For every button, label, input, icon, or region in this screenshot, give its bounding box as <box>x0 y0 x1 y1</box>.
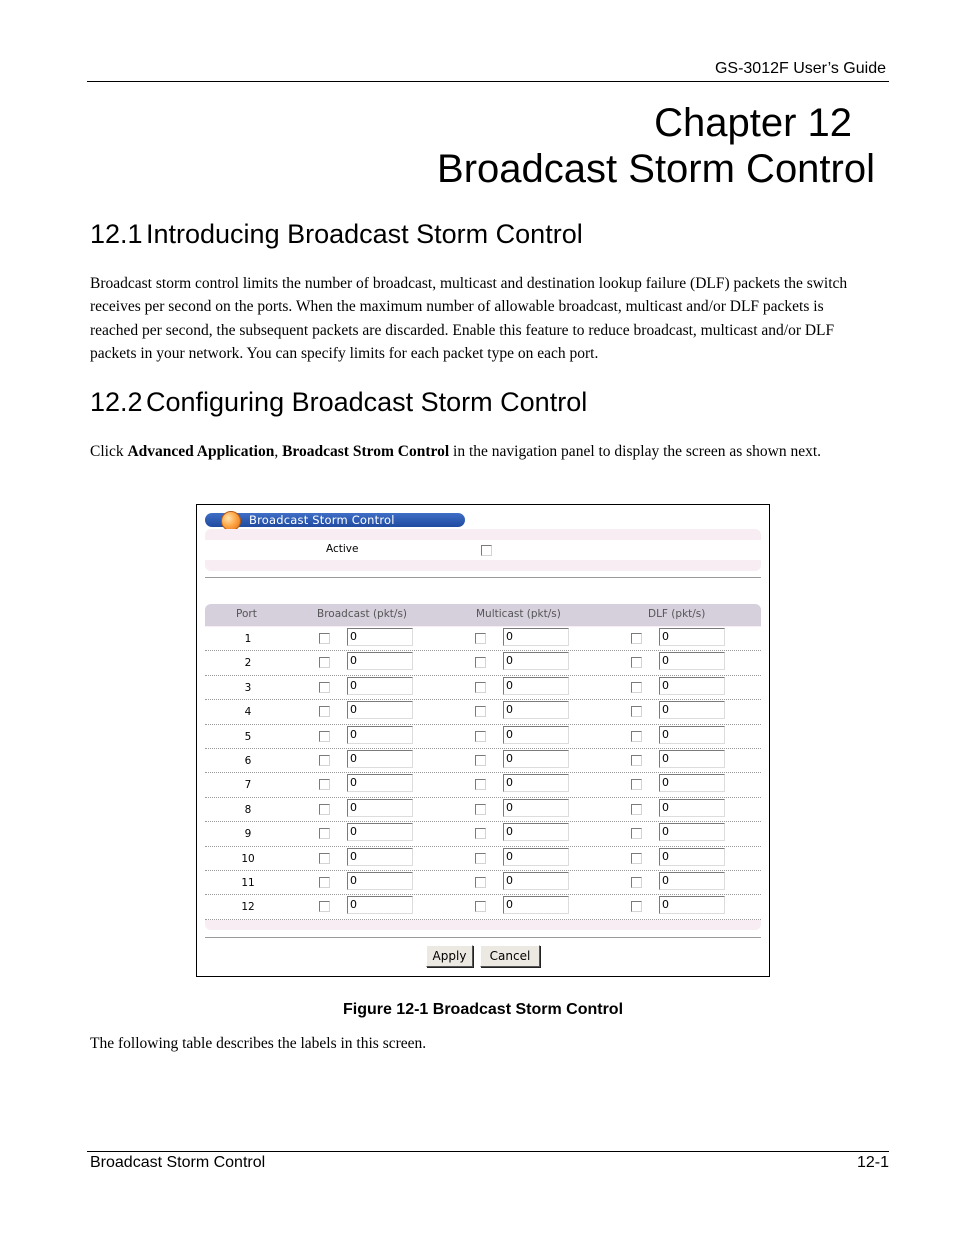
broadcast-rate-input[interactable]: 0 <box>347 701 413 719</box>
dlf-checkbox[interactable] <box>631 706 642 717</box>
port-number: 6 <box>244 755 252 767</box>
dlf-rate-input[interactable]: 0 <box>659 799 725 817</box>
footer-rule <box>87 1151 889 1152</box>
multicast-rate-input[interactable]: 0 <box>503 701 569 719</box>
broadcast-checkbox[interactable] <box>319 804 330 815</box>
para-text: in the navigation panel to display the screen as shown next. <box>449 443 822 460</box>
table-row <box>205 847 761 871</box>
section-number: 12.1 <box>90 219 143 249</box>
table-row <box>205 725 761 749</box>
multicast-rate-input[interactable]: 0 <box>503 726 569 744</box>
multicast-checkbox[interactable] <box>475 853 486 864</box>
dlf-rate-input[interactable]: 0 <box>659 848 725 866</box>
port-number: 4 <box>244 706 252 719</box>
multicast-rate-input[interactable]: 0 <box>503 872 569 890</box>
port-number: 1 <box>244 633 252 645</box>
table-intro-paragraph: The following table describes the labels in this screen. <box>90 1035 427 1052</box>
active-label: Active <box>326 543 359 555</box>
multicast-checkbox[interactable] <box>475 657 486 668</box>
dlf-rate-input[interactable]: 0 <box>659 652 725 670</box>
dlf-checkbox[interactable] <box>631 755 642 766</box>
menu-path-broadcast-storm-control: Broadcast Strom Control <box>282 443 450 460</box>
column-header-multicast: Multicast (pkt/s) <box>476 608 561 620</box>
section-heading-12-1 <box>90 218 583 250</box>
broadcast-rate-input[interactable]: 0 <box>347 774 413 792</box>
table-row <box>205 627 761 651</box>
table-row <box>205 895 761 919</box>
dlf-rate-input[interactable]: 0 <box>659 823 725 841</box>
multicast-checkbox[interactable] <box>475 877 486 888</box>
table-row <box>205 676 761 700</box>
divider <box>205 577 761 578</box>
column-header-dlf: DLF (pkt/s) <box>648 608 706 620</box>
multicast-checkbox[interactable] <box>475 828 486 839</box>
table-row <box>205 822 761 846</box>
multicast-rate-input[interactable]: 0 <box>503 628 569 646</box>
multicast-rate-input[interactable]: 0 <box>503 823 569 841</box>
broadcast-rate-input[interactable]: 0 <box>347 848 413 866</box>
port-table <box>205 604 761 930</box>
port-number: 12 <box>241 901 255 914</box>
screen-title: Broadcast Storm Control <box>249 513 395 527</box>
table-row <box>205 651 761 675</box>
port-number: 7 <box>244 779 252 792</box>
broadcast-rate-input[interactable]: 0 <box>347 652 413 670</box>
broadcast-checkbox[interactable] <box>319 853 330 864</box>
dlf-rate-input[interactable]: 0 <box>659 774 725 792</box>
active-checkbox[interactable] <box>481 545 492 556</box>
multicast-checkbox[interactable] <box>475 731 486 742</box>
broadcast-rate-input[interactable]: 0 <box>347 726 413 744</box>
multicast-rate-input[interactable]: 0 <box>503 677 569 695</box>
config-paragraph <box>90 440 875 463</box>
section-number: 12.2 <box>90 387 143 417</box>
intro-paragraph: Broadcast storm control limits the number of broadcast, multicast and destination lookup failure (DLF) packets the switch receives per second on the ports. When the maximum number of allowable broadcast, multicast and/or DLF packets is reached per second, the subsequent packets are discarded. Enable this feature to reduce broadcast, multicast and/or DLF packets in your network. You can specify limits for each packet type on each port. <box>90 275 848 362</box>
multicast-rate-input[interactable]: 0 <box>503 896 569 914</box>
dlf-rate-input[interactable]: 0 <box>659 750 725 768</box>
multicast-checkbox[interactable] <box>475 901 486 912</box>
table-row <box>205 700 761 724</box>
multicast-rate-input[interactable]: 0 <box>503 848 569 866</box>
dlf-checkbox[interactable] <box>631 877 642 888</box>
dlf-rate-input[interactable]: 0 <box>659 701 725 719</box>
divider <box>205 937 761 938</box>
multicast-rate-input[interactable]: 0 <box>503 774 569 792</box>
active-panel <box>205 529 761 571</box>
screenshot-figure <box>196 504 770 977</box>
broadcast-checkbox[interactable] <box>319 657 330 668</box>
broadcast-checkbox[interactable] <box>319 731 330 742</box>
multicast-checkbox[interactable] <box>475 706 486 717</box>
multicast-rate-input[interactable]: 0 <box>503 799 569 817</box>
dlf-rate-input[interactable]: 0 <box>659 726 725 744</box>
section-heading-12-2 <box>90 386 587 418</box>
table-row <box>205 798 761 822</box>
dlf-rate-input[interactable]: 0 <box>659 677 725 695</box>
broadcast-checkbox[interactable] <box>319 779 330 790</box>
menu-path-advanced-application: Advanced Application <box>127 443 275 460</box>
broadcast-rate-input[interactable]: 0 <box>347 823 413 841</box>
multicast-checkbox[interactable] <box>475 633 486 644</box>
broadcast-checkbox[interactable] <box>319 633 330 644</box>
page-number: 12-1 <box>856 1154 889 1171</box>
column-header-broadcast: Broadcast (pkt/s) <box>317 608 408 620</box>
broadcast-rate-input[interactable]: 0 <box>347 896 413 914</box>
port-number: 3 <box>244 681 252 694</box>
port-number: 9 <box>244 828 252 841</box>
para-text: , <box>274 443 283 460</box>
multicast-checkbox[interactable] <box>475 755 486 766</box>
dlf-checkbox[interactable] <box>631 901 642 912</box>
broadcast-rate-input[interactable]: 0 <box>347 872 413 890</box>
screen-title-bar <box>205 513 465 527</box>
port-number: 8 <box>244 803 252 816</box>
dlf-rate-input[interactable]: 0 <box>659 896 725 914</box>
broadcast-rate-input[interactable]: 0 <box>347 750 413 768</box>
dlf-checkbox[interactable] <box>631 682 642 693</box>
dlf-rate-input[interactable]: 0 <box>659 628 725 646</box>
multicast-checkbox[interactable] <box>475 804 486 815</box>
table-row <box>205 773 761 797</box>
broadcast-rate-input[interactable]: 0 <box>347 628 413 646</box>
dlf-checkbox[interactable] <box>631 779 642 790</box>
dlf-checkbox[interactable] <box>631 657 642 668</box>
cancel-button[interactable]: Cancel <box>480 945 540 967</box>
multicast-rate-input[interactable]: 0 <box>503 652 569 670</box>
multicast-checkbox[interactable] <box>475 682 486 693</box>
dlf-checkbox[interactable] <box>631 804 642 815</box>
multicast-rate-input[interactable]: 0 <box>503 750 569 768</box>
table-row <box>205 871 761 895</box>
running-header: GS-3012F User’s Guide <box>714 60 886 77</box>
broadcast-checkbox[interactable] <box>319 682 330 693</box>
broadcast-checkbox[interactable] <box>319 706 330 717</box>
dlf-rate-input[interactable]: 0 <box>659 872 725 890</box>
broadcast-checkbox[interactable] <box>319 828 330 839</box>
chapter-number: Chapter 12 <box>654 101 852 145</box>
dlf-checkbox[interactable] <box>631 633 642 644</box>
active-row <box>205 540 761 560</box>
chapter-title: Broadcast Storm Control <box>437 147 875 191</box>
figure-caption: Figure 12-1 Broadcast Storm Control <box>342 1001 624 1018</box>
multicast-checkbox[interactable] <box>475 779 486 790</box>
section-title: Introducing Broadcast Storm Control <box>146 219 583 249</box>
section-title: Configuring Broadcast Storm Control <box>146 387 588 417</box>
broadcast-checkbox[interactable] <box>319 901 330 912</box>
footer-chapter-title: Broadcast Storm Control <box>90 1154 266 1171</box>
broadcast-checkbox[interactable] <box>319 755 330 766</box>
broadcast-checkbox[interactable] <box>319 877 330 888</box>
port-number: 5 <box>244 730 252 743</box>
table-row <box>205 749 761 773</box>
table-header <box>205 604 761 626</box>
header-rule <box>87 81 889 82</box>
dlf-checkbox[interactable] <box>631 828 642 839</box>
apply-button[interactable]: Apply <box>426 945 473 967</box>
port-number: 11 <box>241 877 255 889</box>
dlf-checkbox[interactable] <box>631 853 642 864</box>
dlf-checkbox[interactable] <box>631 731 642 742</box>
broadcast-rate-input[interactable]: 0 <box>347 799 413 817</box>
port-number: 2 <box>244 657 252 670</box>
column-header-port: Port <box>236 608 257 620</box>
para-text: Click <box>90 443 128 460</box>
port-number: 10 <box>241 852 255 865</box>
orb-icon <box>221 511 241 531</box>
broadcast-rate-input[interactable]: 0 <box>347 677 413 695</box>
